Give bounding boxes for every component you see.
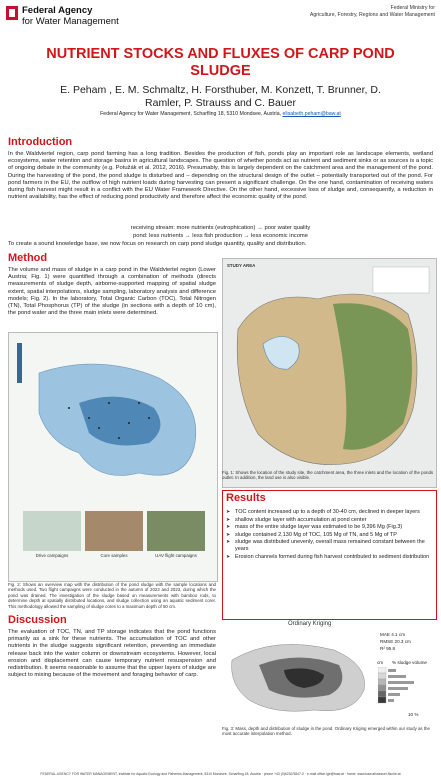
result-item: ➤ TOC content increased up to a depth of 30-40 cm, declined in deeper layers xyxy=(226,509,432,516)
uav-photo xyxy=(147,511,205,551)
inset-map xyxy=(373,267,429,293)
fig3-legend-title: % sludge volume xyxy=(392,660,427,665)
result-item: ➤ mass of the entire sludge layer was estimated to be 9,396 Mg (Fig.3) xyxy=(226,524,432,531)
email-link[interactable]: elisabeth.peham@baw.at xyxy=(282,111,341,117)
intro-consequence-1: receiving stream: more nutrients (eutrophication) → poor water quality xyxy=(130,225,311,231)
fig2-panel-drive: Drive campaigns xyxy=(35,553,69,558)
intro-closing: To create a sound knowledge base, we now focus on research on carp pond sludge quantity, quality and distribution. xyxy=(8,241,307,247)
fig1-caption: Fig. 1: Shows the location of the study site, the catchment area, the three inlets and the location of the ponds outlet. In addition, the land use is also visible. xyxy=(222,470,434,481)
agency-name xyxy=(22,5,119,27)
poster-title xyxy=(10,46,431,80)
discussion-heading: Discussion xyxy=(8,614,67,626)
fig2-panel-core: Core samples xyxy=(100,553,128,558)
fig2-map xyxy=(8,332,218,582)
fig3-legend-percent: 10 % xyxy=(408,712,419,717)
fig1-map xyxy=(222,258,437,488)
core-sample-photo xyxy=(85,511,143,551)
result-item: ➤ shallow sludge layer with accumulation at pond center xyxy=(226,517,432,524)
results-heading: Results xyxy=(226,492,266,504)
method-text: The volume and mass of sludge in a carp pond in the Waldviertel region (Lower Austria; Fig. 1) were quantified through a combination of methods (directs measurements of sludge depth, airborne-supported mapping of spatial sludge extent, spatial interpolations, sludge sampling, laboratory analysis and difference models; Fig. 2). In the laboratory, Total Organic Carbon (TOC), Total Nitrogen (TN), Total Phosphorus (TP) of the sludge (in sections with a depth of 10 cm), the pond water and the three main inlets were determined. xyxy=(8,267,216,317)
ministry-line2: Agriculture, Forestry, Regions and Water Management xyxy=(309,11,435,18)
footer: FEDERAL AGENCY FOR WATER MANAGEMENT, Institute for Aquatic Ecology and Fisheries Management, 5310 Mondsee, Scharfling 18, Austria · phone +43 (0)6232/3847-0 · e-mail office.ige@baw.at · home: www.baw.at/wasser-fische.at xyxy=(40,772,401,776)
affiliation xyxy=(10,111,431,117)
depth-legend-bar xyxy=(17,343,22,383)
result-item: ➤ Erosion channels formed during fish harvest contributed to sediment distribution xyxy=(226,554,432,561)
fig2-caption: Fig. 2: Shows an overview map with the distribution of the pond sludge with the sample locations and methods used. Two flight campaigns were conducted in the autumn of 2022 and 2023, during which the pond was drained. The investigation of the sludge based on measurements with bamboo rods, to determine depth at spatially distributed locations, and sludge collection using an aquatic sediment corer. This methodology allowed the sampling of sludge cores to a maximum depth of 50 cm. xyxy=(8,582,216,609)
fig3-rmse: RMSE 20.3 cm xyxy=(380,639,411,644)
title-line1: NUTRIENT STOCKS AND FLUXES OF CARP POND xyxy=(46,46,395,62)
fig3-mae: MAE 4.1 cm xyxy=(380,632,406,637)
fig3-title: Ordinary Kriging xyxy=(288,621,332,627)
fig2-panel-uav: UAV flight campaigns xyxy=(155,553,197,558)
method-heading: Method xyxy=(8,252,48,264)
fig3-legend xyxy=(378,667,428,717)
fig3-caption: Fig. 3: Mass, depth and distribution of sludge in the pond. Ordinary Kriging emerged within our study as the most accurate interpolation method. xyxy=(222,726,430,737)
ministry-line1: Federal Ministry for xyxy=(390,5,435,11)
header xyxy=(0,0,441,40)
authors-line1: E. Peham , E. M. Schmaltz, H. Forsthuber, M. Konzett, T. Brunner, D. xyxy=(60,84,381,96)
intro-heading: Introduction xyxy=(8,136,73,148)
ministry-name xyxy=(310,5,435,18)
fig3-kriging-map xyxy=(224,630,374,720)
result-item: ➤ sludge was distributed unevenly, overall mass remained constant between the years xyxy=(226,539,432,552)
fig1-illustration xyxy=(223,259,436,487)
fig1-label: STUDY AREA xyxy=(227,263,256,268)
fig3-legend-unit: cm xyxy=(377,660,384,665)
intro-text: In the Waldviertel region, carp pond farming has a long tradition. Besides the production of fish, ponds play an important role as landscape elements, wetland ecosystems, water retention and storage basins in agricultural landscapes. The question of whether ponds act as nutrient and sediment sinks or as sources is a topic of ongoing debate in the community (e.g. Potužák et al. 2012, 2016). Presumably, this is largely dependent on the catchment area and the management of the pond. During the harvesting of the pond, the pond sludge is disturbed and – depending on the structural design of the outlet – potentially transported out of the pond. For pond farmers in the EU, the outflow of high nutrient loads during harvesting can present a significant challenge. On the one hand, contamination of receiving waters during fish harvest might result in a conflict with the EU Water Framework Directive. On the other hand, excessive loss of sludge and, consequently, a reduction in nutrient availability, has the effect of reducing pond productivity and therefore affect the economic quality of the pond. xyxy=(8,151,433,201)
authors xyxy=(10,84,431,110)
result-item: ➤ sludge contained 2,130 Mg of TOC, 105 Mg of TN, and 5 Mg of TP xyxy=(226,532,432,539)
agency-logo xyxy=(6,6,18,20)
intro-consequence-2: pond: less nutrients → less fish production → less economic income xyxy=(133,233,308,239)
results-box xyxy=(222,490,437,620)
discussion-text: The evaluation of TOC, TN, and TP storage indicates that the pond functions primarily as a sink for these nutrients. The accumulation of TOC and other nutrients in the sludge suggests significant retention, preventing an immediate release back into the water column or downstream ecosystems. However, local erosion and displacement can cause temporary nutrient resuspension and redistribution. It seems reasonable to assume that the upper layers of sludge are subject to mixing because of the movement and foraging behavior of carp. xyxy=(8,629,216,679)
title-line2: SLUDGE xyxy=(190,63,251,79)
agency-line2: for Water Management xyxy=(22,16,119,27)
affiliation-text: Federal Agency for Water Management, Scharfling 18, 5310 Mondsee, Austria, xyxy=(100,111,282,117)
authors-line2: Ramler, P. Strauss and C. Bauer xyxy=(145,97,296,109)
results-list xyxy=(226,509,432,561)
agency-line1: Federal Agency xyxy=(22,5,93,16)
fig2-illustration xyxy=(9,333,217,581)
fig3-r2: R² 95.8 xyxy=(380,646,396,651)
drive-campaign-photo xyxy=(23,511,81,551)
